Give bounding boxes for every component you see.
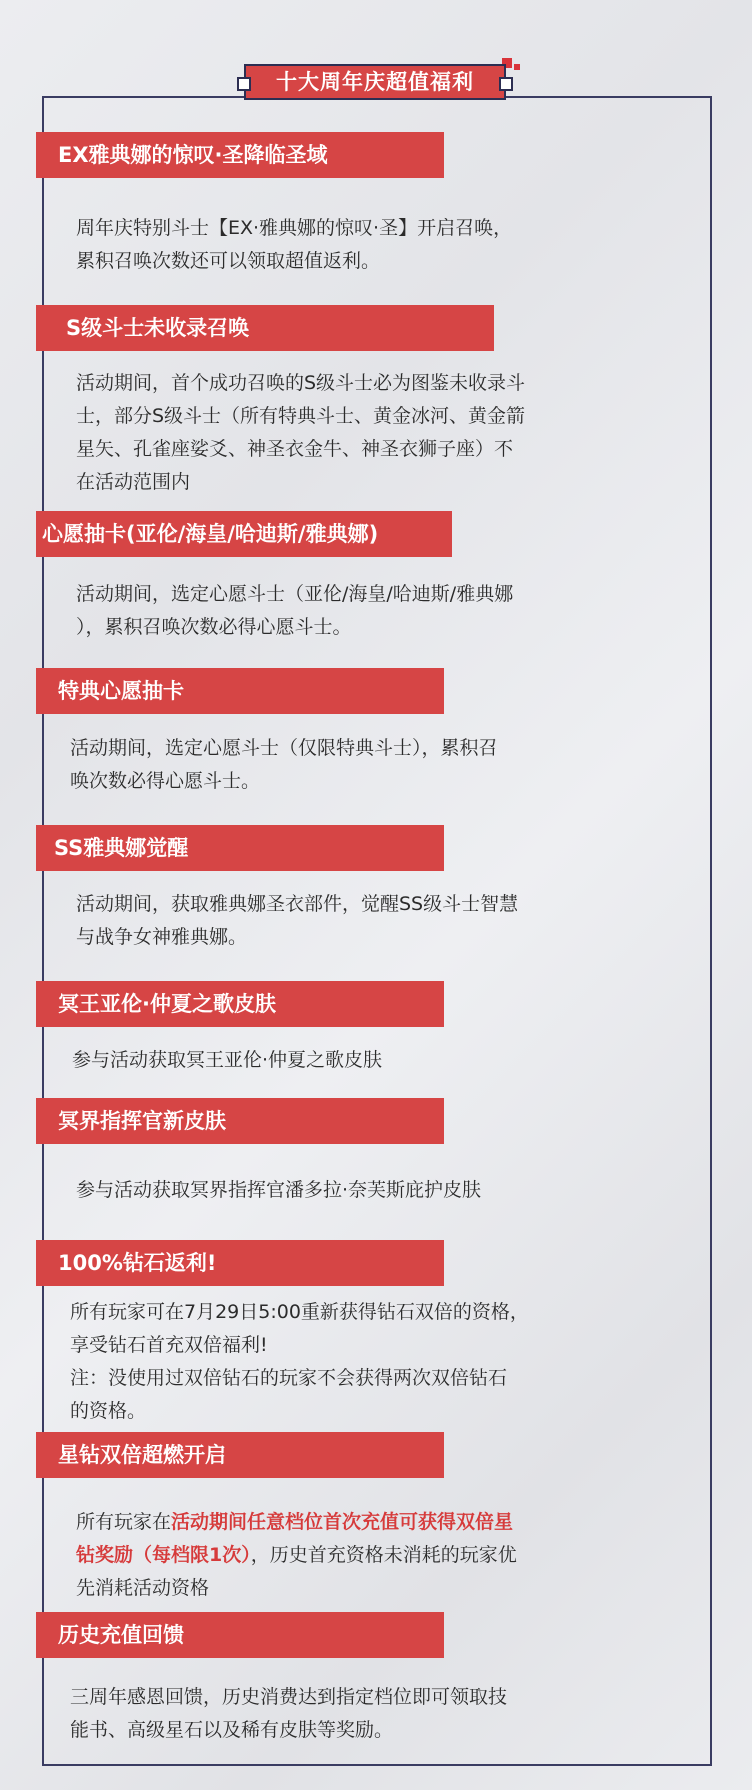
highlight-text: 活动期间任意档位首次充值可获得双倍星: [171, 1511, 514, 1533]
text-line: 累积召唤次数还可以领取超值返利。: [76, 250, 381, 272]
corner-deco-small: [514, 64, 520, 70]
text-line: 注：没使用过双倍钻石的玩家不会获得两次双倍钻石: [70, 1367, 508, 1389]
text-line: [76, 1506, 696, 1539]
section-heading-star-diamond: 星钻双倍超燃开启: [36, 1432, 444, 1478]
text-line: 活动期间，获取雅典娜圣衣部件，觉醒SS级斗士智慧: [76, 893, 519, 915]
text-line: 参与活动获取冥界指挥官潘多拉·奈芙斯庇护皮肤: [76, 1179, 482, 1201]
section-body-ss-athena: [76, 888, 696, 954]
text-line: 参与活动获取冥王亚伦·仲夏之歌皮肤: [72, 1049, 383, 1071]
text-line: ），累积召唤次数必得心愿斗士。: [76, 616, 352, 638]
section-body-star-diamond: [76, 1506, 696, 1605]
text-line: 先消耗活动资格: [76, 1577, 210, 1599]
section-heading-ss-athena: SS雅典娜觉醒: [36, 825, 444, 871]
text-line: 享受钻石首充双倍福利!: [70, 1334, 268, 1356]
page-title: 十大周年庆超值福利: [244, 64, 506, 100]
section-heading-ex-athena: EX雅典娜的惊叹·圣降临圣域: [36, 132, 444, 178]
section-body-ex-athena: [76, 212, 696, 278]
text-line: 周年庆特别斗士【EX·雅典娜的惊叹·圣】开启召唤，: [76, 217, 513, 239]
text-line: 三周年感恩回馈，历史消费达到指定档位即可领取技: [70, 1686, 508, 1708]
text-line: 与战争女神雅典娜。: [76, 926, 248, 948]
text-line: [76, 1539, 696, 1572]
section-heading-history-recharge: 历史充值回馈: [36, 1612, 444, 1658]
text-prefix: 所有玩家在: [76, 1511, 172, 1533]
text-line: 活动期间，选定心愿斗士（亚伦/海皇/哈迪斯/雅典娜: [76, 583, 514, 605]
text-line: 在活动范围内: [76, 471, 191, 493]
section-heading-diamond-rebate: 100%钻石返利!: [36, 1240, 444, 1286]
text-line: 唤次数必得心愿斗士。: [70, 770, 261, 792]
text-line: 星矢、孔雀座娑爻、神圣衣金牛、神圣衣狮子座）不: [76, 438, 514, 460]
section-heading-special-wish: 特典心愿抽卡: [36, 668, 444, 714]
section-body-special-wish: [70, 732, 690, 798]
text-suffix: ，历史首充资格未消耗的玩家优: [250, 1544, 517, 1566]
title-banner: [230, 58, 520, 104]
text-line: 所有玩家可在7月29日5:00重新获得钻石双倍的资格，: [70, 1301, 529, 1323]
text-line: 士，部分S级斗士（所有特典斗士、黄金冰河、黄金箭: [76, 405, 526, 427]
section-heading-hades-skin: 冥王亚伦·仲夏之歌皮肤: [36, 981, 444, 1027]
text-line: 活动期间，首个成功召唤的S级斗士必为图鉴未收录斗: [76, 372, 526, 394]
section-body-history-recharge: [70, 1681, 690, 1747]
text-line: 活动期间，选定心愿斗士（仅限特典斗士），累积召: [70, 737, 498, 759]
highlight-text: 钻奖励（每档限1次）: [76, 1544, 251, 1566]
text-line: 能书、高级星石以及稀有皮肤等奖励。: [70, 1719, 394, 1741]
section-heading-s-rank-summon: S级斗士未收录召唤: [36, 305, 494, 351]
section-body-hades-skin: [72, 1044, 692, 1077]
text-line: 的资格。: [70, 1400, 147, 1422]
section-heading-commander-skin: 冥界指挥官新皮肤: [36, 1098, 444, 1144]
section-body-commander-skin: [76, 1174, 696, 1207]
section-body-s-rank-summon: [76, 367, 696, 499]
section-heading-wish-draw: 心愿抽卡(亚伦/海皇/哈迪斯/雅典娜): [36, 511, 452, 557]
section-body-diamond-rebate: [70, 1296, 710, 1428]
section-body-wish-draw: [76, 578, 696, 644]
